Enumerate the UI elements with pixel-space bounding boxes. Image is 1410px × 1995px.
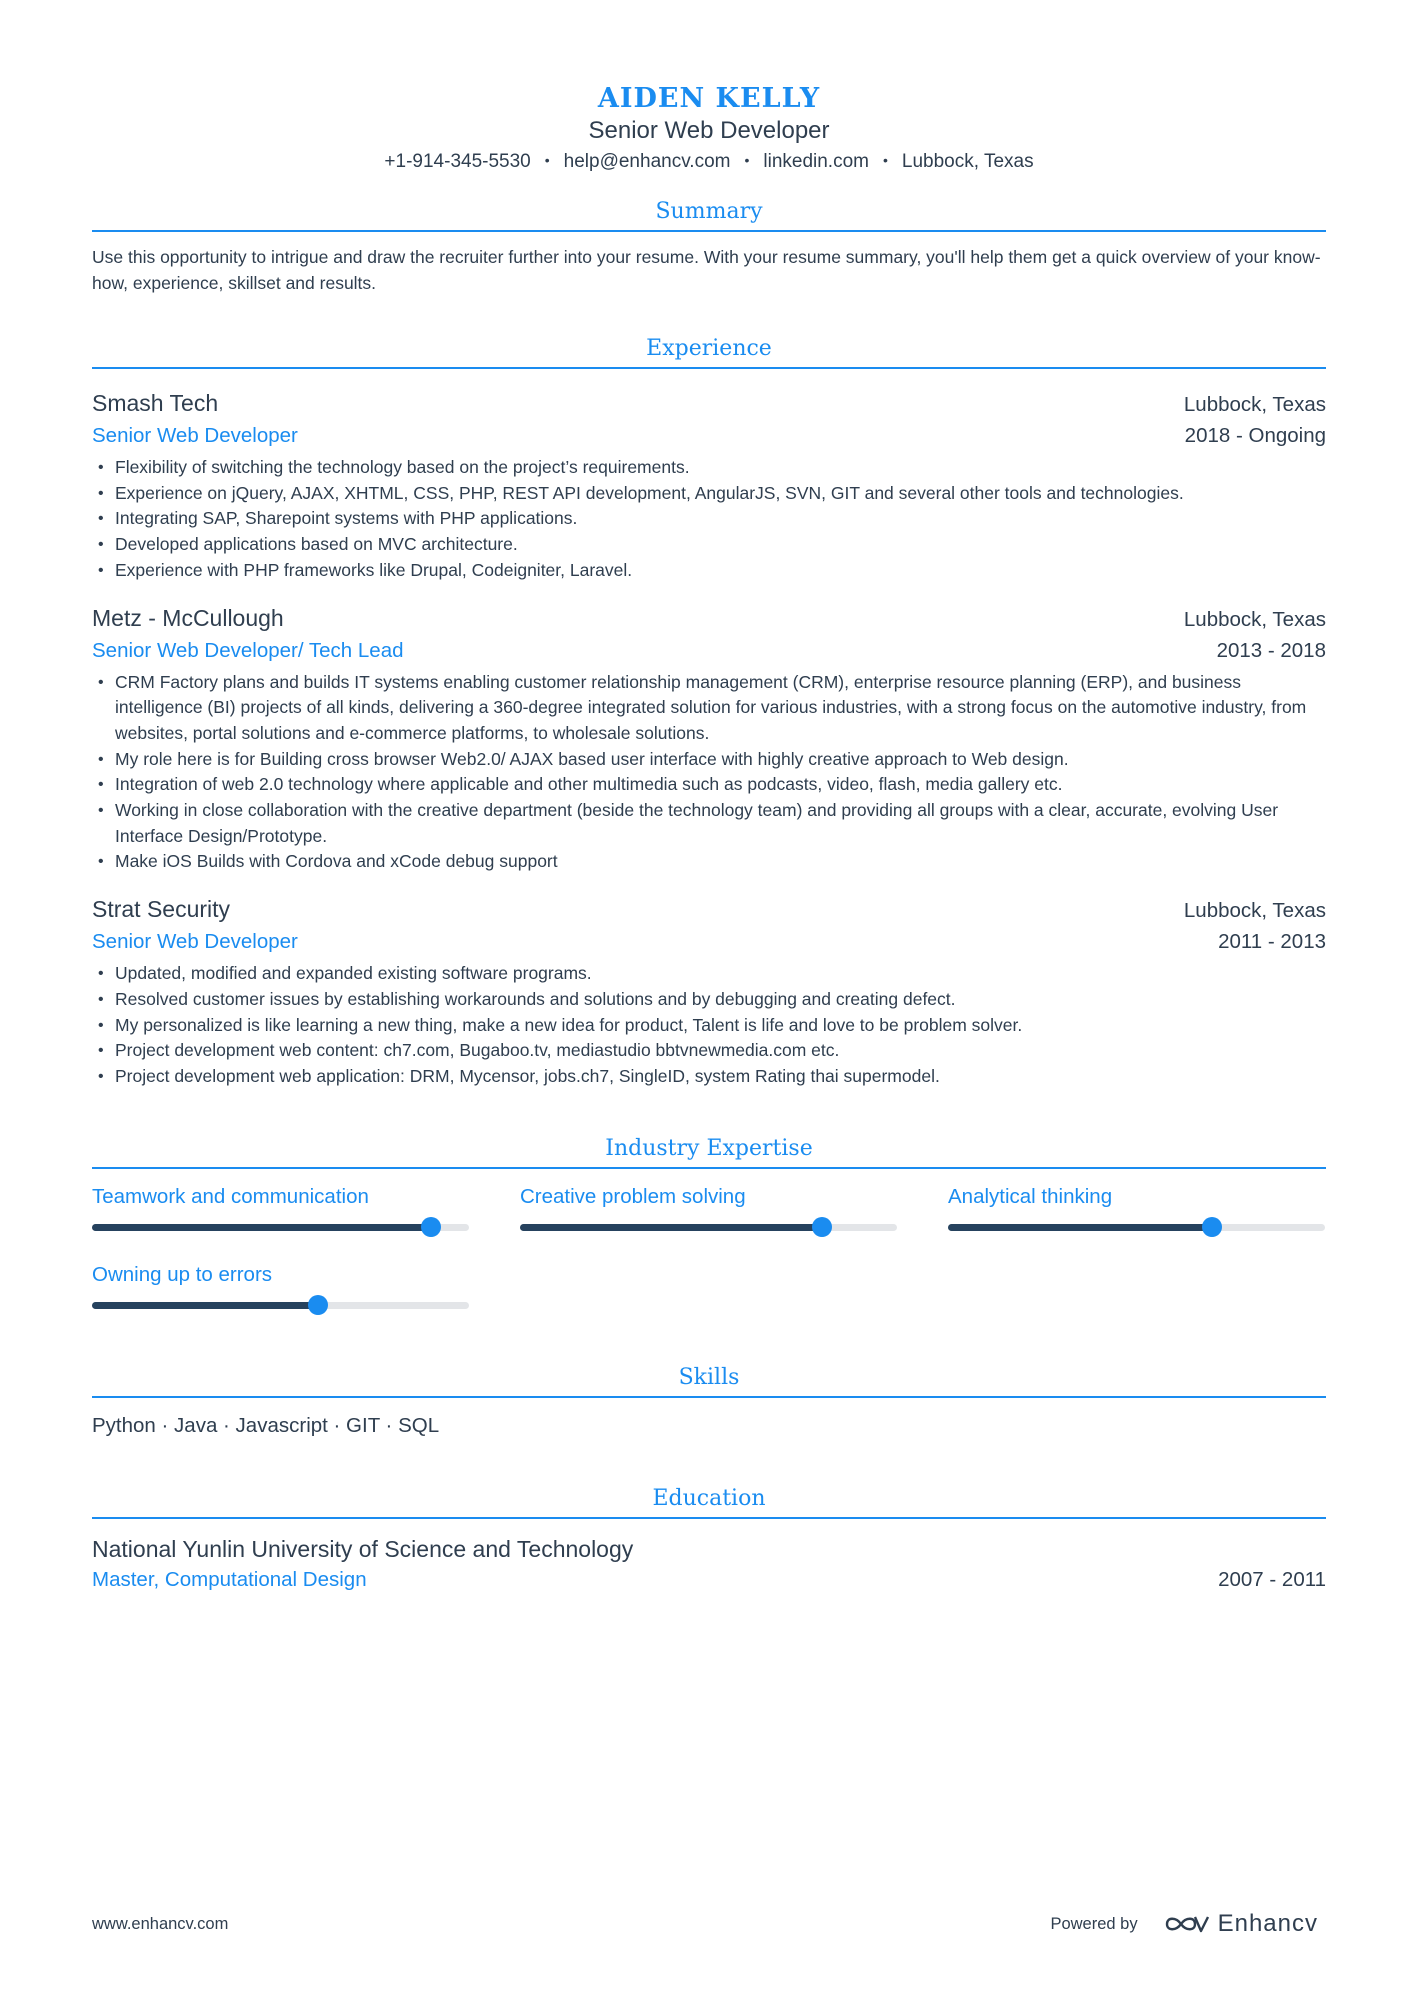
education-section bbox=[92, 1486, 1326, 1595]
job-dates: 2018 - Ongoing bbox=[1184, 424, 1326, 447]
section-title-experience: Experience bbox=[92, 336, 1326, 369]
expertise-bar-fill bbox=[520, 1224, 822, 1231]
job-role: Senior Web Developer/ Tech Lead bbox=[92, 638, 404, 662]
section-title-education: Education bbox=[92, 1486, 1326, 1519]
expertise-bar-knob bbox=[421, 1217, 441, 1237]
separator-dot: • bbox=[882, 152, 888, 168]
section-title-summary: Summary bbox=[92, 199, 1326, 232]
expertise-bar-track bbox=[92, 1224, 469, 1231]
job-company: Strat Security bbox=[92, 896, 231, 923]
expertise-bar-track bbox=[92, 1302, 469, 1309]
expertise-section bbox=[92, 1136, 1326, 1339]
email[interactable]: help@enhancv.com bbox=[563, 151, 731, 172]
expertise-bar-knob bbox=[1202, 1217, 1222, 1237]
bullet-item: • Developed applications based on MVC architecture. bbox=[92, 532, 1326, 558]
bullet-item: • Resolved customer issues by establishing workarounds and solutions and by debugging and creating defect. bbox=[92, 987, 1326, 1013]
candidate-name: AIDEN KELLY bbox=[597, 83, 821, 114]
job-entry bbox=[92, 602, 1326, 876]
expertise-label: Analytical thinking bbox=[948, 1184, 1113, 1208]
job-bullets bbox=[92, 455, 1326, 584]
phone: +1-914-345-5530 bbox=[384, 151, 531, 172]
bullet-item: • Integrating SAP, Sharepoint systems with PHP applications. bbox=[92, 506, 1326, 532]
page-footer bbox=[92, 1910, 1318, 1938]
contact-line bbox=[92, 151, 1326, 173]
job-entry bbox=[92, 387, 1326, 584]
expertise-label: Creative problem solving bbox=[520, 1184, 746, 1208]
enhancv-logo[interactable] bbox=[1164, 1910, 1318, 1938]
footer-website-link[interactable]: www.enhancv.com bbox=[92, 1914, 229, 1933]
job-bullets bbox=[92, 961, 1326, 1090]
expertise-item bbox=[92, 1261, 469, 1309]
separator-dot: • bbox=[744, 152, 750, 168]
expertise-bar-track bbox=[520, 1224, 897, 1231]
skills-section bbox=[92, 1365, 1326, 1438]
job-location: Lubbock, Texas bbox=[1183, 607, 1326, 631]
bullet-item: • Project development web application: DRM, Mycensor, jobs.ch7, SingleID, system Rating thai supermodel. bbox=[92, 1064, 1326, 1090]
job-dates: 2011 - 2013 bbox=[1218, 930, 1326, 954]
expertise-bar-knob bbox=[308, 1295, 328, 1315]
skills-list: Python · Java · Javascript · GIT · SQL bbox=[92, 1413, 440, 1437]
expertise-label: Owning up to errors bbox=[92, 1262, 273, 1286]
enhancv-logo-text: Enhancv bbox=[1217, 1910, 1318, 1937]
expertise-grid bbox=[92, 1183, 1326, 1339]
job-company: Smash Tech bbox=[92, 390, 219, 416]
enhancv-logo-icon bbox=[1164, 1913, 1210, 1935]
resume-page bbox=[92, 0, 1326, 1595]
section-title-expertise: Industry Expertise bbox=[92, 1136, 1326, 1169]
bullet-item: • Flexibility of switching the technology based on the project’s requirements. bbox=[92, 455, 1326, 481]
job-location: Lubbock, Texas bbox=[1183, 393, 1326, 416]
expertise-item bbox=[948, 1183, 1325, 1231]
bullet-item: • Working in close collaboration with the creative department (beside the technology team) and providing all groups with a clear, accurate, evolving User Interface Design/Prototype. bbox=[92, 798, 1326, 849]
expertise-bar-fill bbox=[92, 1224, 431, 1231]
expertise-bar-fill bbox=[92, 1302, 318, 1309]
expertise-item bbox=[92, 1183, 469, 1231]
summary-text: Use this opportunity to intrigue and draw the recruiter further into your resume. With your resume summary, you'll help them get a quick overview of your know-how, experience, skillset and results. bbox=[92, 247, 1321, 293]
bullet-item: • Experience on jQuery, AJAX, XHTML, CSS, PHP, REST API development, AngularJS, SVN, GIT and several other tools and technologies. bbox=[92, 481, 1326, 507]
education-dates: 2007 - 2011 bbox=[1218, 1567, 1326, 1591]
bullet-item: • My personalized is like learning a new thing, make a new idea for product, Talent is life and love to be problem solver. bbox=[92, 1013, 1326, 1039]
summary-section bbox=[92, 199, 1326, 296]
location: Lubbock, Texas bbox=[901, 151, 1034, 172]
job-company: Metz - McCullough bbox=[92, 604, 284, 631]
bullet-item: • Integration of web 2.0 technology where applicable and other multimedia such as podcasts, video, flash, media gallery etc. bbox=[92, 772, 1326, 798]
job-role: Senior Web Developer bbox=[92, 930, 298, 954]
bullet-item: • Project development web content: ch7.com, Bugaboo.tv, mediastudio bbtvnewmedia.com etc. bbox=[92, 1038, 1326, 1064]
bullet-item: • CRM Factory plans and builds IT systems enabling customer relationship management (CRM), enterprise resource planning (ERP), and business intelligence (BI) projects of all kinds, delivering a 360-degree integrated solution for various industries, with a strong focus on the automotive industry, from websites, portal solutions and e-commerce platforms, to wholesale solutions. bbox=[92, 670, 1326, 747]
candidate-title: Senior Web Developer bbox=[588, 117, 830, 144]
education-degree: Master, Computational Design bbox=[92, 1567, 367, 1591]
job-entry bbox=[92, 893, 1326, 1090]
bullet-item: • Updated, modified and expanded existing software programs. bbox=[92, 961, 1326, 987]
expertise-label: Teamwork and communication bbox=[92, 1184, 369, 1208]
expertise-bar-track bbox=[948, 1224, 1325, 1231]
experience-section bbox=[92, 336, 1326, 1090]
expertise-item bbox=[520, 1183, 897, 1231]
separator-dot: • bbox=[544, 152, 550, 168]
resume-header bbox=[92, 0, 1326, 173]
education-school: National Yunlin University of Science and Technology bbox=[92, 1535, 634, 1562]
job-bullets bbox=[92, 670, 1326, 876]
expertise-bar-fill bbox=[948, 1224, 1212, 1231]
bullet-item: • Make iOS Builds with Cordova and xCode debug support bbox=[92, 849, 1326, 875]
job-dates: 2013 - 2018 bbox=[1216, 638, 1326, 662]
job-location: Lubbock, Texas bbox=[1183, 899, 1326, 923]
powered-by-label: Powered by bbox=[1050, 1914, 1138, 1933]
expertise-bar-knob bbox=[812, 1217, 832, 1237]
linkedin-link[interactable]: linkedin.com bbox=[763, 151, 869, 172]
bullet-item: • My role here is for Building cross browser Web2.0/ AJAX based user interface with highly creative approach to Web design. bbox=[92, 747, 1326, 773]
footer-powered-by bbox=[1050, 1910, 1318, 1938]
bullet-item: • Experience with PHP frameworks like Drupal, Codeigniter, Laravel. bbox=[92, 558, 1326, 584]
section-title-skills: Skills bbox=[92, 1365, 1326, 1398]
job-role: Senior Web Developer bbox=[92, 424, 298, 447]
